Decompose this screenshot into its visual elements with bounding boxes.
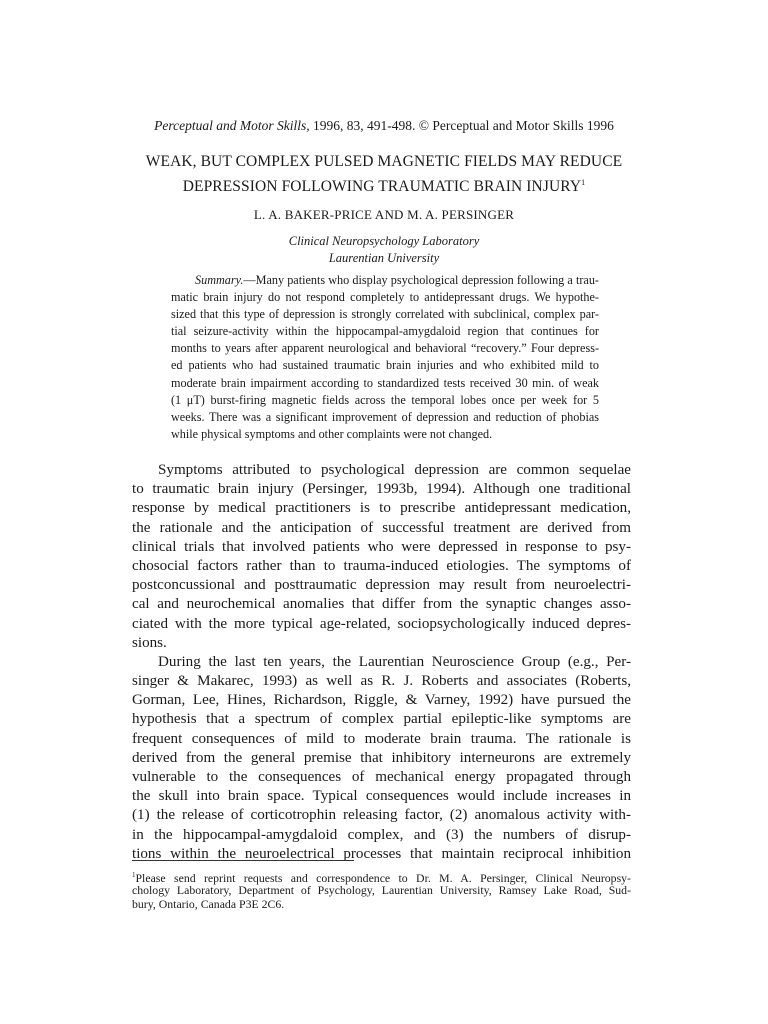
body-line: the skull into brain space. Typical consequences would include increases in — [132, 788, 631, 805]
body-line: ciated with the more typical age-related, sociopsychologically induced depres- — [132, 615, 631, 632]
body-line: frequent consequences of mild to moderate brain trauma. The rationale is — [132, 730, 631, 747]
abstract-line: matic brain injury do not respond completely to antidepressant drugs. We hypothe- — [171, 290, 599, 305]
abstract-line: (1 μT) burst-firing magnetic fields across the temporal lobes once per week for 5 — [171, 392, 599, 407]
body-line: postconcussional and posttraumatic depression may result from neuroelectri- — [132, 577, 631, 594]
body-line: response by medical practitioners is to prescribe antidepressant medication, — [132, 500, 631, 517]
title-line-1: WEAK, BUT COMPLEX PULSED MAGNETIC FIELDS MAY REDUCE — [145, 153, 623, 170]
abstract — [171, 272, 599, 443]
affiliation-lab: Clinical Neuropsychology Laboratory — [288, 234, 480, 248]
body-line: cal and neurochemical anomalies that differ from the synaptic changes asso- — [132, 596, 631, 613]
body-line: (1) the release of corticotrophin releasing factor, (2) anomalous activity with- — [132, 807, 631, 824]
body-line: singer & Makarec, 1993) as well as R. J. Roberts and associates (Roberts, — [132, 673, 631, 690]
body-line: in the hippocampal-amygdaloid complex, and (3) the numbers of disrup- — [132, 826, 631, 843]
abstract-line: moderate brain impairment according to standardized tests received 30 min. of weak — [171, 375, 599, 390]
footnote — [132, 868, 631, 912]
running-head — [0, 118, 768, 134]
abstract-line: months to years after apparent neurological and behavioral “recovery.” Four depress- — [171, 341, 599, 356]
body-line: the rationale and the anticipation of successful treatment are derived from — [132, 519, 631, 536]
body-line: clinical trials that involved patients who were depressed in response to psy- — [132, 538, 631, 555]
abstract-line: weeks. There was a significant improvement of depression and reduction of phobias — [171, 409, 599, 424]
abstract-line: while physical symptoms and other complaints were not changed. — [171, 426, 493, 441]
title-line-2: DEPRESSION FOLLOWING TRAUMATIC BRAIN INJURY — [182, 178, 582, 196]
footnote-line: bury, Ontario, Canada P3E 2C6. — [132, 897, 285, 912]
footnote-mark: 1 — [132, 871, 136, 879]
abstract-line: ed patients who had sustained traumatic brain injuries and who exhibited mild to — [171, 358, 599, 373]
abstract-label: Summary. — [195, 273, 244, 287]
body-line: Gorman, Lee, Hines, Richardson, Riggle, & Varney, 1992) have pursued the — [132, 692, 631, 709]
body-line: sions. — [132, 634, 167, 651]
footnote-rule — [132, 860, 354, 861]
abstract-line: tial seizure-activity within the hippocampal-amygdaloid region that continues for — [171, 324, 599, 339]
body-line: Symptoms attributed to psychological depression are common sequelae — [158, 462, 631, 478]
body-line: tions within the neuroelectrical processes that maintain reciprocal inhibition — [132, 845, 631, 862]
footnote-line: chology Laboratory, Department of Psychology, Laurentian University, Ramsey Lake Road, Sud- — [132, 882, 631, 897]
title-footnote-mark: 1 — [581, 178, 586, 187]
body-line: chosocial factors rather than to trauma-induced etiologies. The symptoms of — [132, 557, 631, 574]
footnote-line: $^1$Please send reprint requests and correspondence to Dr. M. A. Persinger, Clinical Neuropsy- — [132, 870, 631, 885]
body-line: hypothesis that a spectrum of complex partial epileptic-like symptoms are — [132, 711, 631, 728]
affiliation — [0, 233, 768, 267]
body-text — [132, 461, 631, 864]
body-line: to traumatic brain injury (Persinger, 1993b, 1994). Although one traditional — [132, 481, 631, 498]
abstract-line: Summary.—Many patients who display psychological depression following a trau- — [195, 273, 599, 287]
article-title — [80, 151, 688, 197]
affiliation-university: Laurentian University — [328, 251, 440, 265]
body-line: derived from the general premise that inhibitory interneurons are extremely — [132, 749, 631, 766]
journal-name: Perceptual and Motor Skills, — [154, 118, 310, 133]
abstract-line: sized that this type of depression is strongly correlated with subclinical, complex par- — [171, 307, 599, 322]
authors: L. A. BAKER-PRICE AND M. A. PERSINGER — [253, 207, 515, 222]
journal-citation: 1996, 83, 491-498. © Perceptual and Motor Skills 1996 — [309, 118, 614, 133]
body-line: During the last ten years, the Laurentian Neuroscience Group (e.g., Per- — [158, 653, 631, 670]
body-line: vulnerable to the consequences of mechanical energy propagated through — [132, 769, 631, 785]
